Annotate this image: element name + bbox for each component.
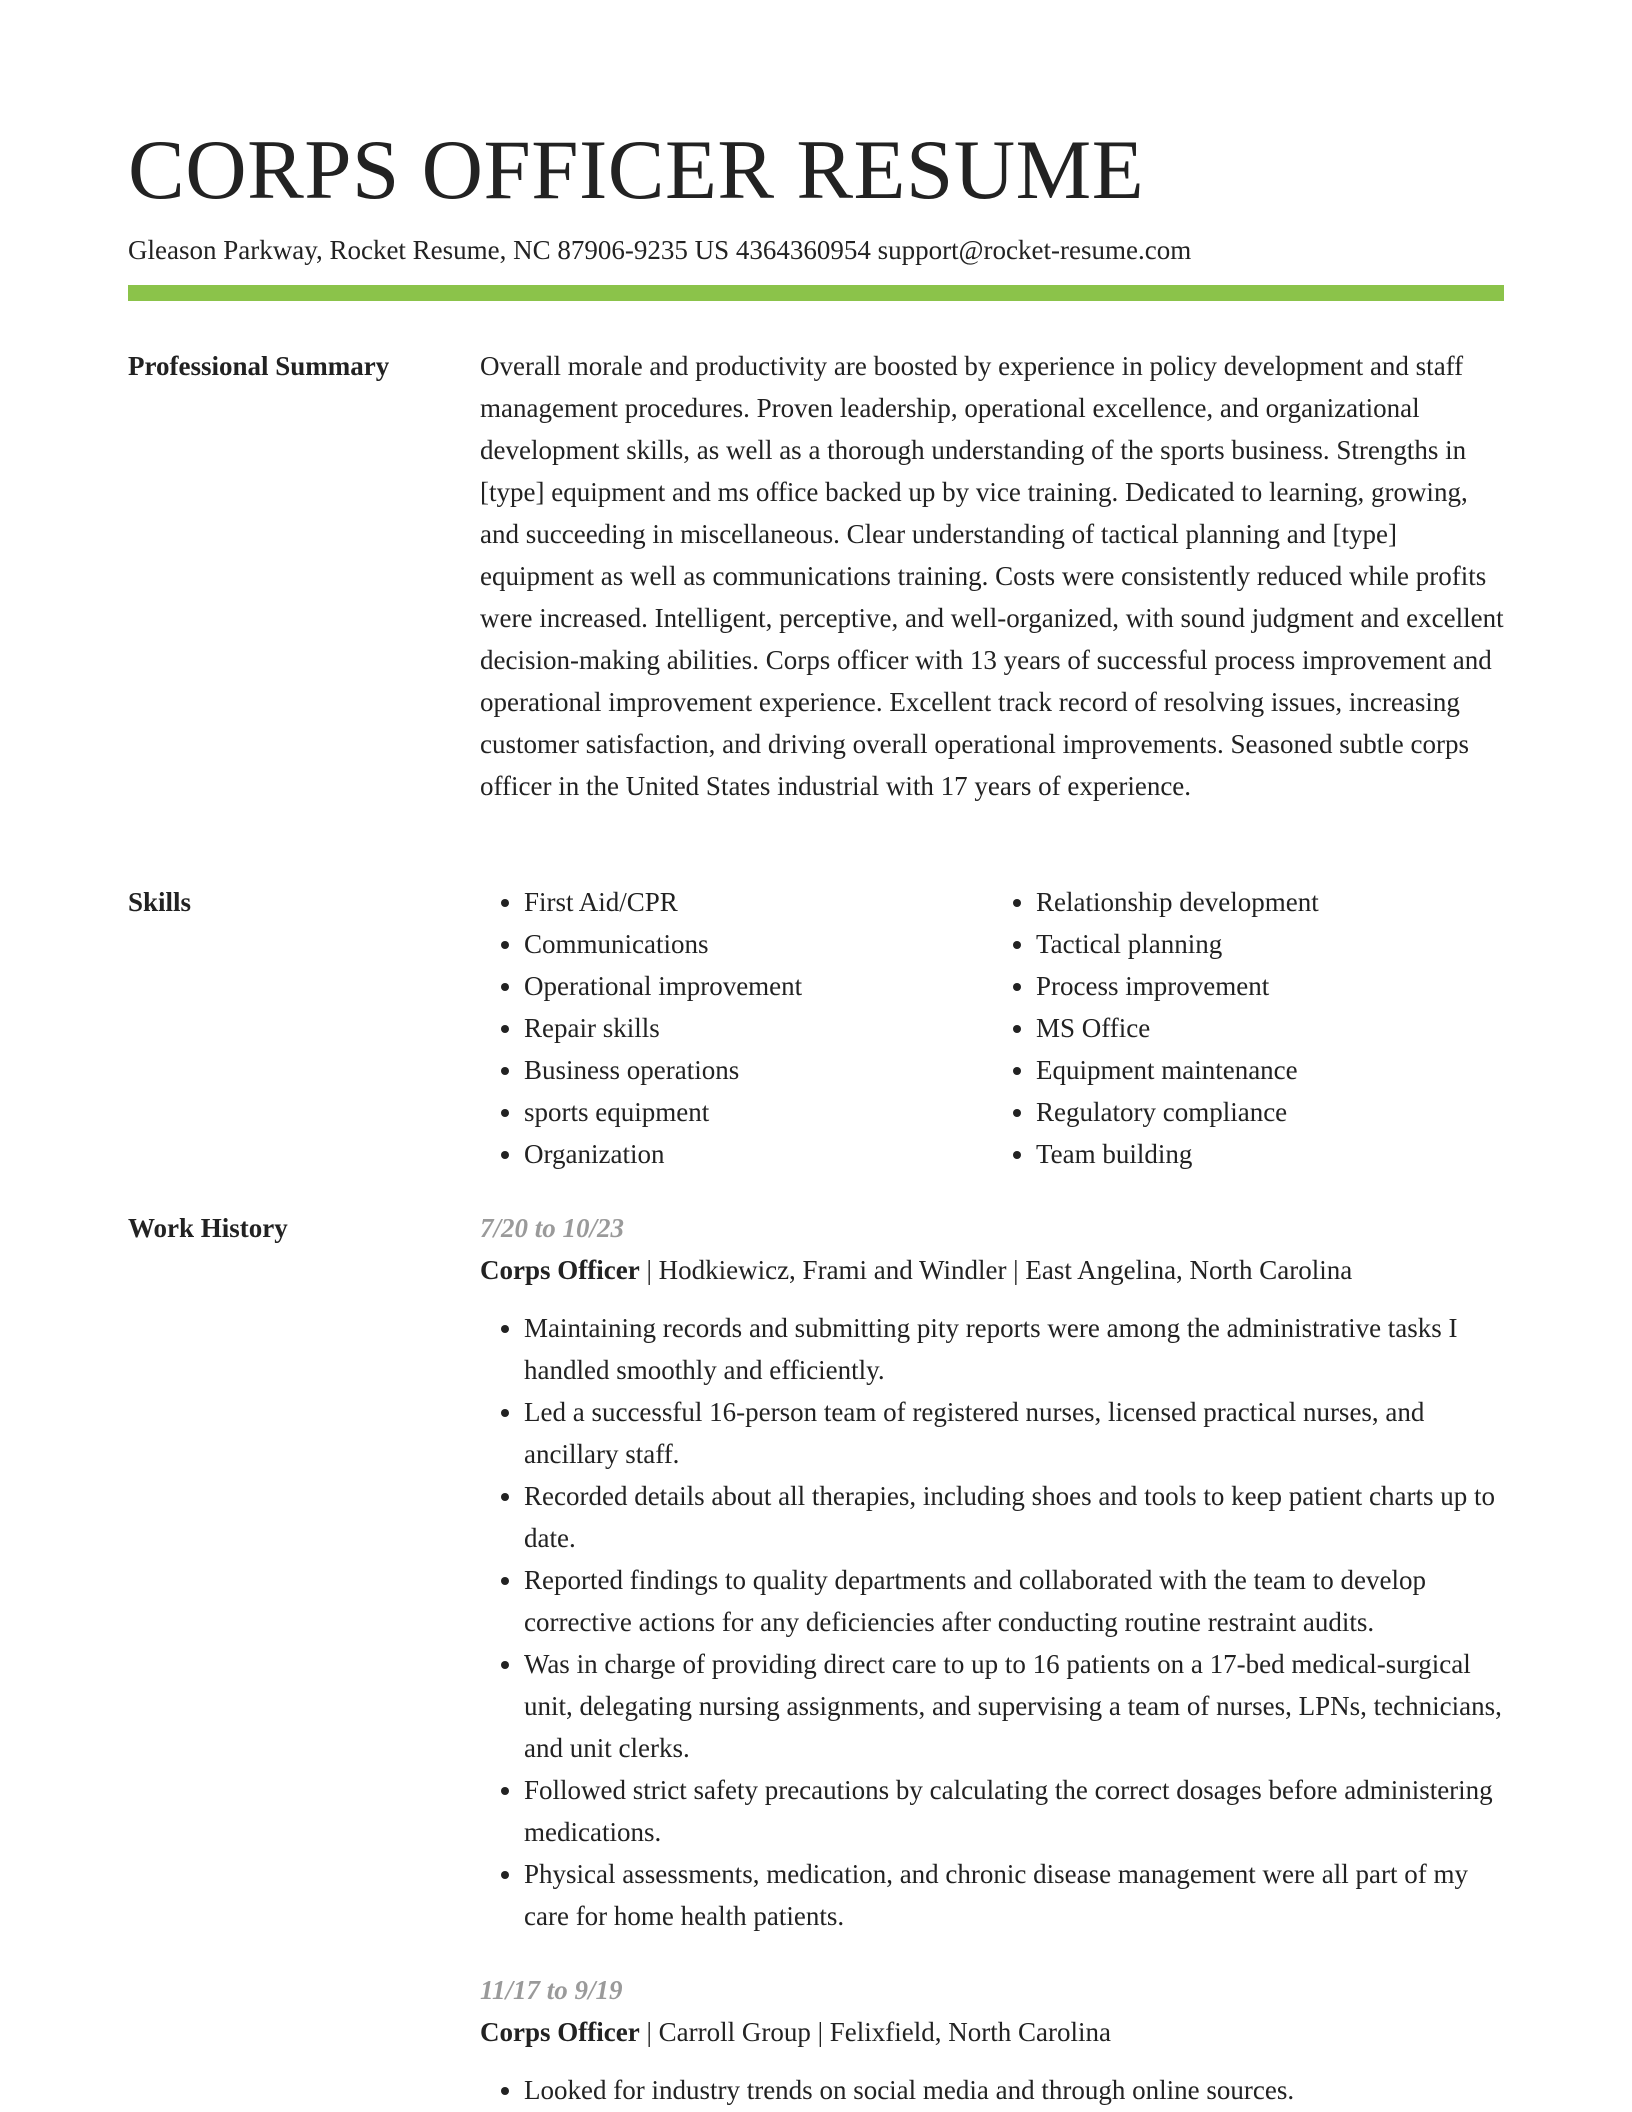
skills-body [480,881,1504,1175]
job-bullet: • Was in charge of providing direct care to up to 16 patients on a 17-bed medical-surgical unit, delegating nursing assignments, and supervising a team of nurses, LPNs, technicians, and unit clerks. [524,1643,1504,1769]
skills-label: Skills [128,887,192,917]
job-bullet: • Recorded details about all therapies, including shoes and tools to keep patient charts up to date. [524,1475,1504,1559]
job-details: | Hodkiewicz, Frami and Windler | East Angelina, North Carolina [639,1255,1353,1285]
skill-item: • Team building [1036,1133,1504,1175]
work-history-body [480,1207,1504,2111]
job-bullet: • Followed strict safety precautions by calculating the correct dosages before administering medications. [524,1769,1504,1853]
accent-divider [128,285,1504,301]
job-bullet: • Maintaining records and submitting pity reports were among the administrative tasks I handled smoothly and efficiently. [524,1307,1504,1391]
skill-item: • Regulatory compliance [1036,1091,1504,1133]
job-bullet: • Looked for industry trends on social media and through online sources. [524,2069,1504,2111]
summary-text: Overall morale and productivity are boosted by experience in policy development and staff management procedures. Proven leadership, operational excellence, and organizational development skills, as well as a thorough understanding of the sports business. Strengths in [type] equipment and ms office backed up by vice training. Dedicated to learning, growing, and succeeding in miscellaneous. Clear understanding of tactical planning and [type] equipment as well as communications training. Costs were consistently reduced while profits were increased. Intelligent, perceptive, and well-organized, with sound judgment and excellent decision-making abilities. Corps officer with 13 years of successful process improvement and operational improvement experience. Excellent track record of resolving issues, increasing customer satisfaction, and driving overall operational improvements. Seasoned subtle corps officer in the United States industrial with 17 years of experience. [480,351,1504,801]
job-title: Corps Officer [480,2017,640,2047]
summary-label: Professional Summary [128,351,390,381]
job-bullets [480,2069,1504,2111]
job-bullet: • Led a successful 16-person team of registered nurses, licensed practical nurses, and ancillary staff. [524,1391,1504,1475]
job-entry [480,1969,1504,2111]
work-history-label: Work History [128,1213,288,1243]
skill-item: • First Aid/CPR [524,881,992,923]
job-bullet: • Physical assessments, medication, and chronic disease management were all part of my care for home health patients. [524,1853,1504,1937]
summary-body [480,345,1504,807]
skill-item: • Relationship development [1036,881,1504,923]
job-bullets [480,1307,1504,1937]
skill-item: • Operational improvement [524,965,992,1007]
skill-item: • Organization [524,1133,992,1175]
skill-item: • Business operations [524,1049,992,1091]
skill-item: • Tactical planning [1036,923,1504,965]
skill-item: • MS Office [1036,1007,1504,1049]
job-bullet: • Reported findings to quality departments and collaborated with the team to develop corrective actions for any deficiencies after conducting routine restraint audits. [524,1559,1504,1643]
skill-item: • Repair skills [524,1007,992,1049]
job-dates: 11/17 to 9/19 [480,1975,623,2005]
job-dates: 7/20 to 10/23 [480,1213,625,1243]
job-header [480,1249,1504,1291]
skills-list-left [480,881,992,1175]
job-details: | Carroll Group | Felixfield, North Carolina [639,2017,1111,2047]
resume-title: CORPS OFFICER RESUME [128,123,1145,217]
skill-item: • Equipment maintenance [1036,1049,1504,1091]
skill-item: • sports equipment [524,1091,992,1133]
job-title: Corps Officer [480,1255,640,1285]
skill-item: • Process improvement [1036,965,1504,1007]
contact-info: Gleason Parkway, Rocket Resume, NC 87906-9235 US 4364360954 support@rocket-resume.com [128,235,1192,265]
job-header [480,2011,1504,2053]
skills-list-right [992,881,1504,1175]
skills-columns [480,881,1504,1175]
job-entry [480,1207,1504,1937]
skill-item: • Communications [524,923,992,965]
